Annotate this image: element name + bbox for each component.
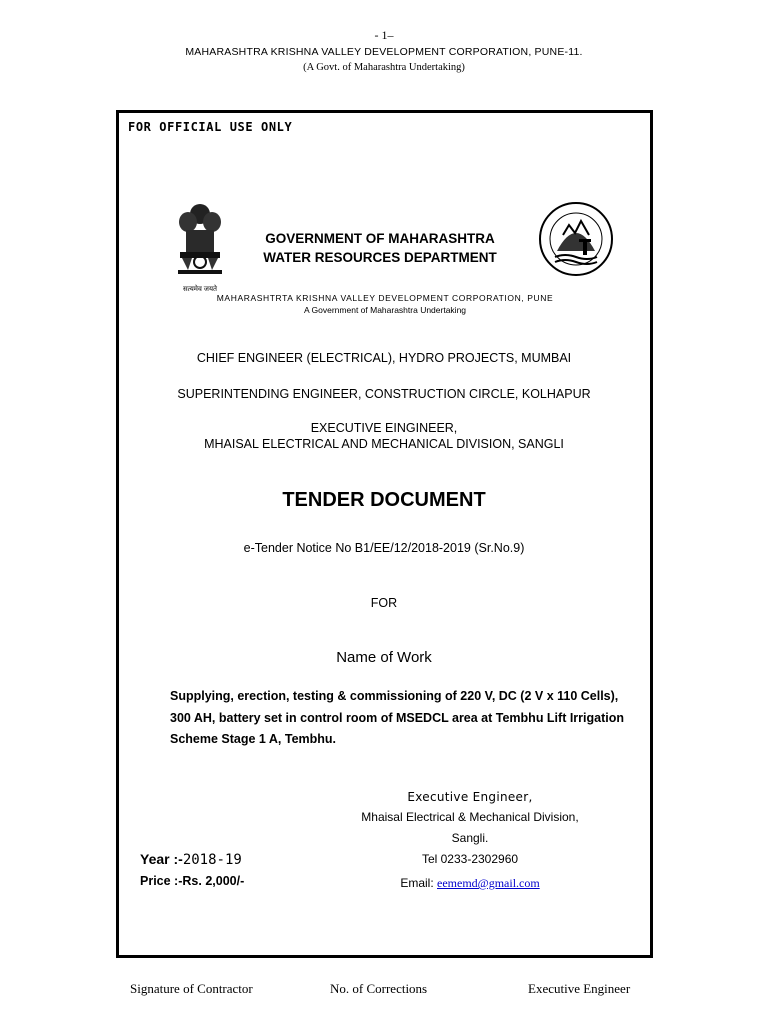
email-link[interactable]: eememd@gmail.com (437, 876, 540, 890)
footer-corrections: No. of Corrections (330, 981, 428, 996)
tender-notice: e-Tender Notice No B1/EE/12/2018-2019 (Sr.No.9) (243, 541, 525, 555)
price-value: Rs. 2,000/- (182, 874, 245, 888)
superintending-engineer: SUPERINTENDING ENGINEER, CONSTRUCTION CIRCLE, KOLHAPUR (177, 387, 591, 401)
year-label: Year :- (140, 851, 183, 867)
document-title: TENDER DOCUMENT (282, 489, 486, 511)
header-corporation: MAHARASHTRA KRISHNA VALLEY DEVELOPMENT CORPORATION, PUNE-11. (185, 46, 583, 58)
executive-engineer-division: MHAISAL ELECTRICAL AND MECHANICAL DIVISION, SANGLI (204, 437, 564, 451)
emblem-motto: सत्यमेव जयते (182, 286, 218, 293)
footer-engineer: Executive Engineer (528, 981, 631, 996)
price-label: Price :- (140, 874, 183, 888)
official-use-label: FOR OFFICIAL USE ONLY (128, 120, 293, 134)
address-line2: Mhaisal Electrical & Mechanical Division, (361, 810, 579, 824)
address-line3: Sangli. (451, 831, 489, 845)
corporation-name: MAHARASHTRTA KRISHNA VALLEY DEVELOPMENT CORPORATION, PUNE (216, 293, 554, 303)
national-emblem-icon (168, 200, 232, 292)
address-email (320, 876, 620, 891)
address-tel: Tel 0233-2302960 (421, 852, 519, 866)
corporation-undertaking: A Government of Maharashtra Undertaking (303, 305, 467, 315)
year-value: 2018-19 (182, 852, 242, 868)
gov-title: GOVERNMENT OF MAHARASHTRA (265, 231, 495, 246)
footer-signature: Signature of Contractor (130, 981, 253, 996)
department-title: WATER RESOURCES DEPARTMENT (263, 250, 497, 265)
water-resources-logo-icon (535, 195, 617, 287)
email-label: Email: (400, 876, 437, 890)
work-description: Supplying, erection, testing & commissioning of 220 V, DC (2 V x 110 Cells), 300 AH, battery set in control room of MSEDCL area at Tembhu Lift Irrigation Scheme Stage 1 A, Tembhu. (170, 689, 624, 746)
page-number: - 1– (374, 28, 394, 42)
price (140, 874, 244, 888)
year (140, 851, 242, 868)
executive-engineer-title: EXECUTIVE EINGINEER, (310, 421, 458, 435)
header-undertaking: (A Govt. of Maharashtra Undertaking) (303, 62, 465, 73)
chief-engineer: CHIEF ENGINEER (ELECTRICAL), HYDRO PROJECTS, MUMBAI (196, 351, 572, 365)
address-line1: Executive Engineer, (407, 790, 533, 804)
name-of-work-label: Name of Work (336, 649, 432, 666)
for-label: FOR (370, 596, 398, 610)
